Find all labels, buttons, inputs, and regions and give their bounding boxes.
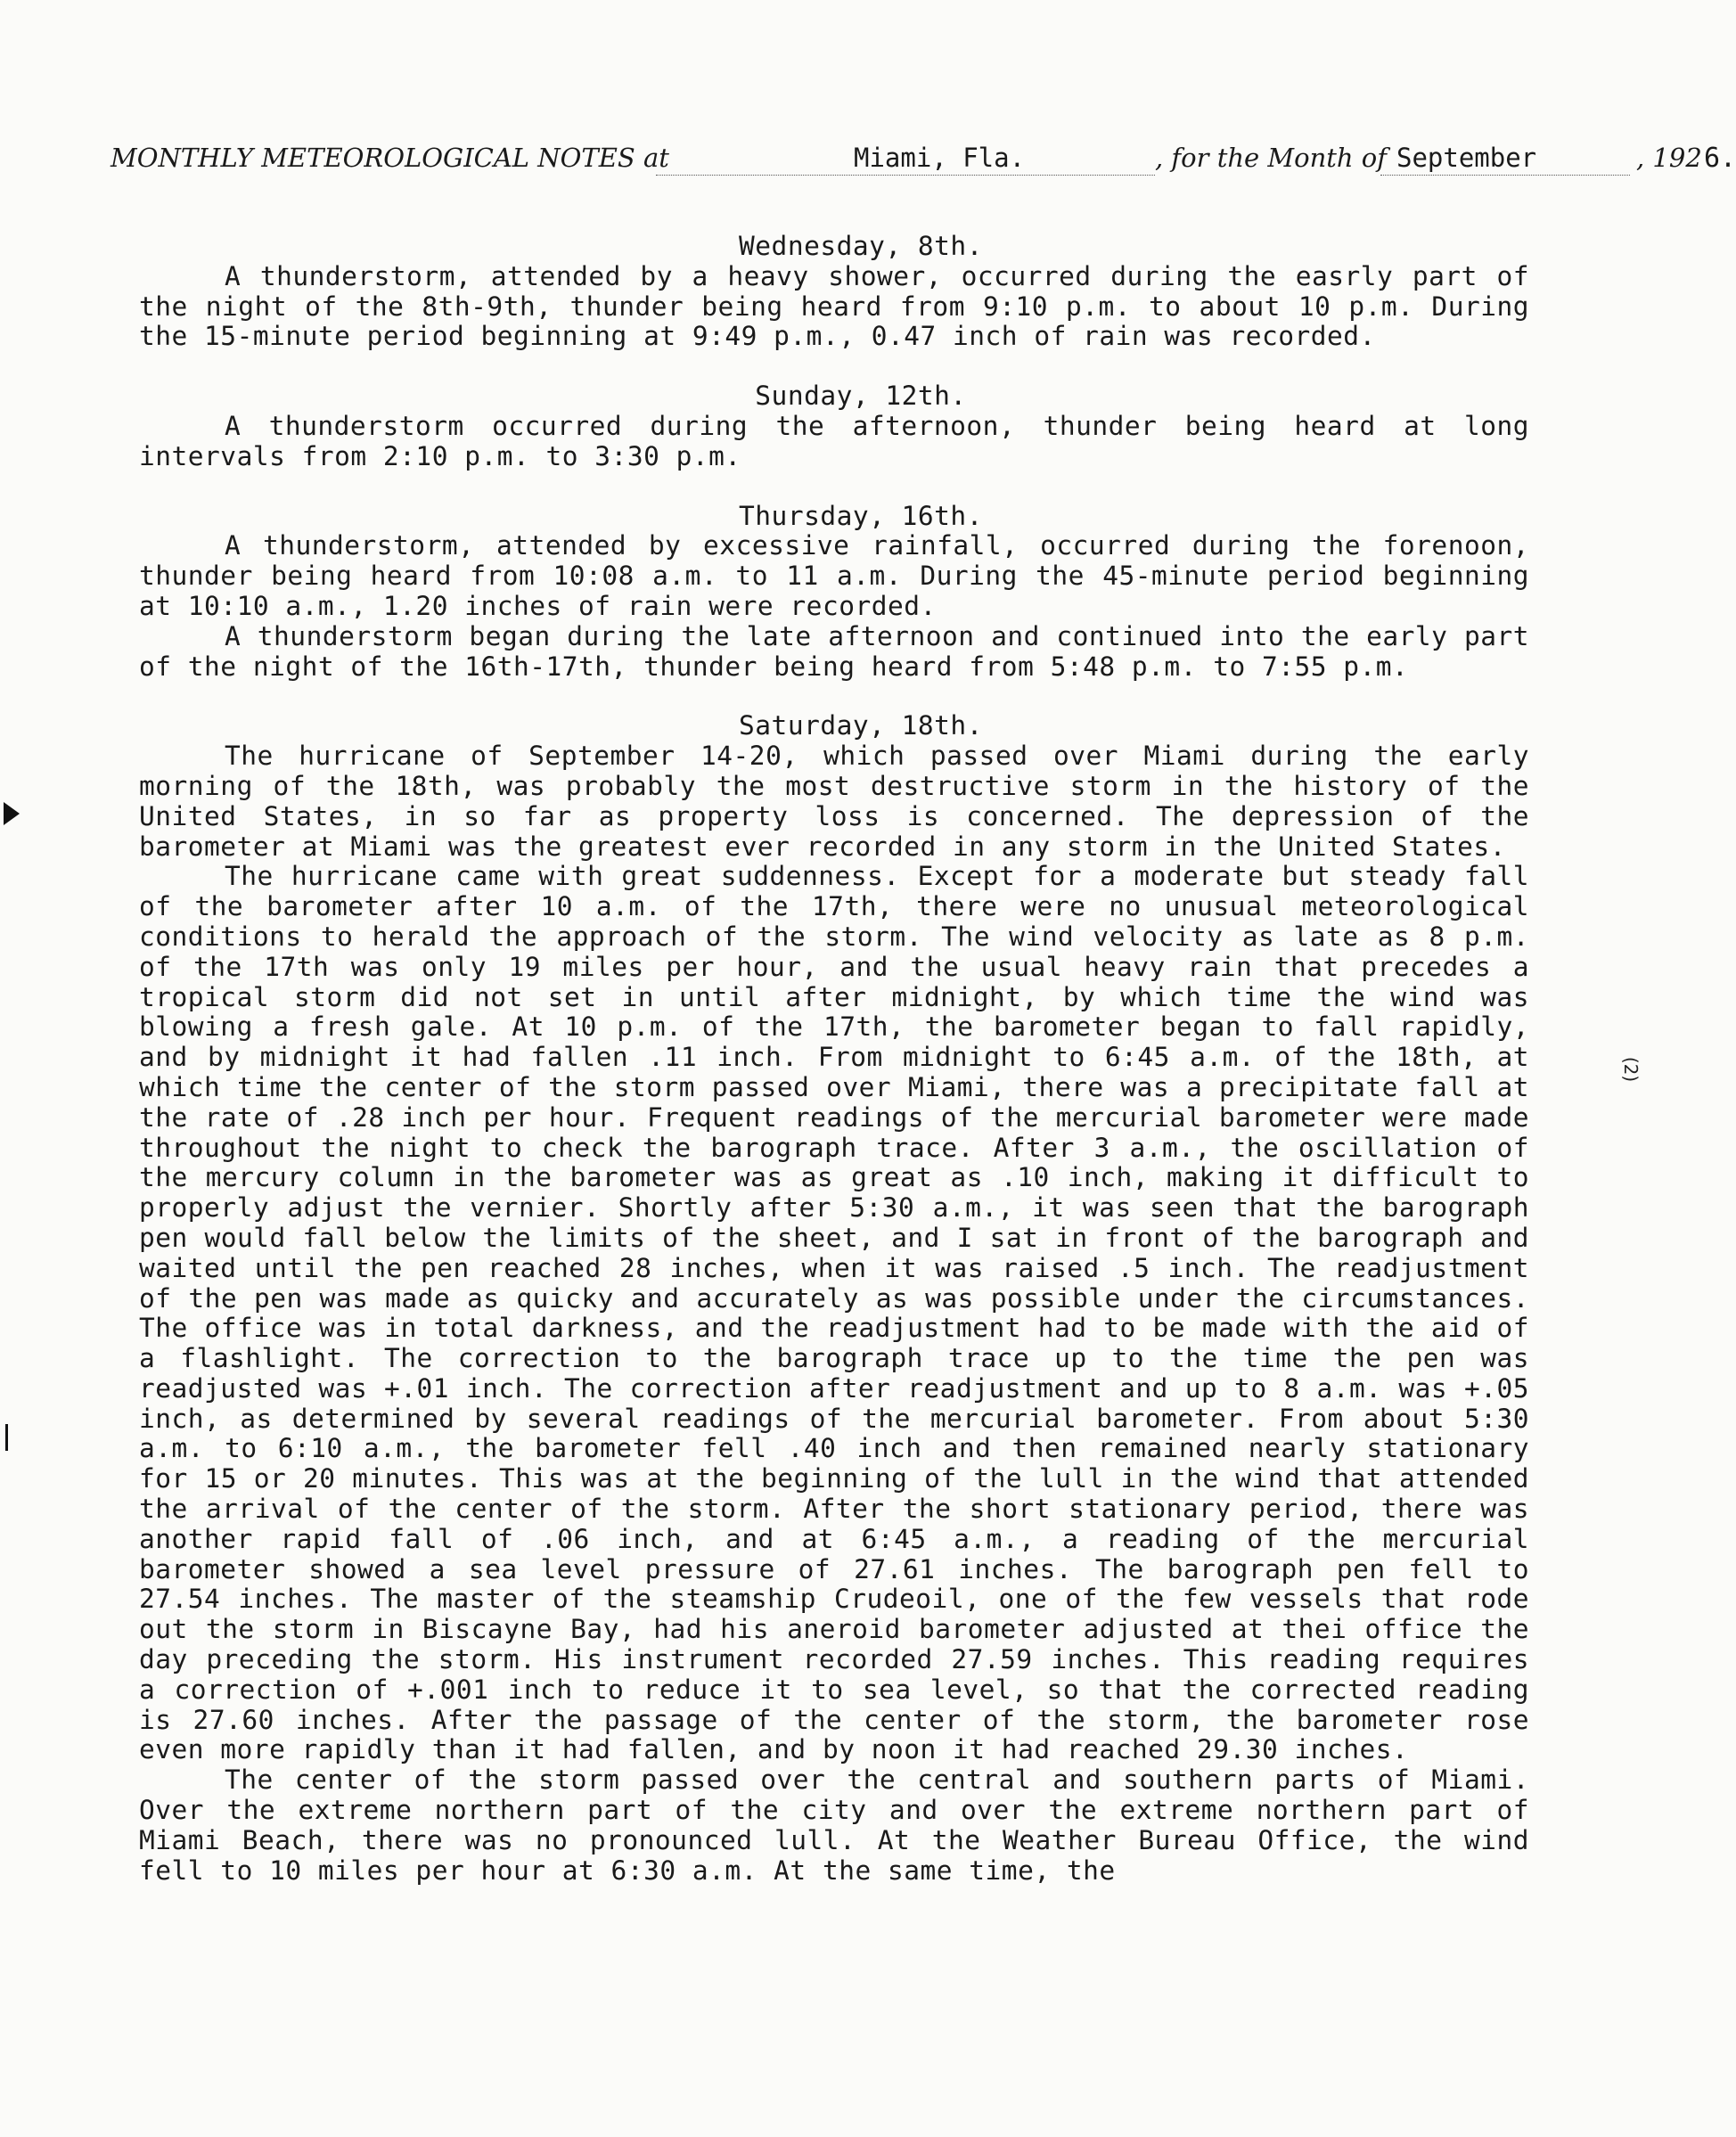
paragraph: The hurricane of September 14-20, which passed over Miami during the early morning of the 18th, was probably the most destructive storm in the history of the United States, in so far as property loss is concerned. The depression of the barometer at Miami was the greatest ever recorded in any storm in the United States.	[139, 741, 1529, 862]
day-heading: Saturday, 18th.	[739, 710, 983, 741]
margin-tick-icon	[5, 1424, 8, 1451]
header-title: MONTHLY METEOROLOGICAL NOTES at	[111, 143, 669, 173]
paragraph: A thunderstorm occurred during the afternoon, thunder being heard at long intervals from 2:10 p.m. to 3:30 p.m.	[139, 410, 1529, 471]
year-prefix: , 192	[1636, 143, 1702, 173]
notes-body	[139, 232, 1529, 1915]
month-field	[1380, 143, 1630, 176]
year-digit: 6.	[1704, 143, 1736, 174]
section-saturday	[139, 711, 1529, 1886]
month-value: September	[1396, 143, 1537, 173]
station-value: Miami, Fla.	[854, 143, 1026, 173]
section-thursday	[139, 502, 1529, 683]
station-field	[656, 143, 1155, 176]
margin-arrow-icon	[4, 802, 20, 825]
paragraph: A thunderstorm, attended by excessive rainfall, occurred during the forenoon, thunder being heard from 10:08 a.m. to 11 a.m. During the 45-minute period beginning at 10:10 a.m., 1.20 inches of rain were recorded.	[139, 530, 1529, 621]
side-page-number: (2)	[1620, 1056, 1642, 1083]
section-sunday	[139, 381, 1529, 471]
month-label: , for the Month of	[1155, 143, 1387, 173]
paragraph: The center of the storm passed over the central and southern parts of Miami. Over the extreme northern part of the city and over the extreme northern part of Miami Beach, there was no pronounced lull. At the Weather Bureau Office, the wind fell to 10 miles per hour at 6:30 a.m. At the same time, the	[139, 1764, 1529, 1886]
page-header	[111, 143, 1736, 187]
paragraph: The hurricane came with great suddenness. Except for a moderate but steady fall of the barometer after 10 a.m. of the 17th, there were no unusual meteorological conditions to herald the approach of the storm. The wind velocity as late as 8 p.m. of the 17th was only 19 miles per hour, and the usual heavy rain that precedes a tropical storm did not set in until after midnight, by which time the wind was blowing a fresh gale. At 10 p.m. of the 17th, the barometer began to fall rapidly, and by midnight it had fallen .11 inch. From midnight to 6:45 a.m. of the 18th, at which time the center of the storm passed over Miami, there was a precipitate fall at the rate of .28 inch per hour. Frequent readings of the mercurial barometer were made throughout the night to check the barograph trace. After 3 a.m., the oscillation of the mercury column in the barometer was as great as .10 inch, making it difficult to properly adjust the vernier. Shortly after 5:30 a.m., it was seen that the barograph pen would fall below the limits of the sheet, and I sat in front of the barograph and waited until the pen reached 28 inches, when it was raised .5 inch. The readjustment of the pen was made as quicky and accurately as was possible under the circumstances. The office was in total darkness, and the readjustment had to be made with the aid of a flashlight. The correction to the barograph trace up to the time the pen was readjusted was +.01 inch. The correction after readjustment and up to 8 a.m. was +.05 inch, as determined by several readings of the mercurial barometer. From about 5:30 a.m. to 6:10 a.m., the barometer fell .40 inch and then remained nearly stationary for 15 or 20 minutes. This was at the beginning of the lull in the wind that attended the arrival of the center of the storm. After the short stationary period, there was another rapid fall of .06 inch, and at 6:45 a.m., a reading of the mercurial barometer showed a sea level pressure of 27.61 inches. The barograph pen fell to 27.54 inches. The master of the steamship Crudeoil, one of the few vessels that rode out the storm in Biscayne Bay, had his aneroid barometer adjusted at thei office the day preceding the storm. His instrument recorded 27.59 inches. This reading requires a correction of +.001 inch to reduce it to sea level, so that the corrected reading is 27.60 inches. After the passage of the center of the storm, the barometer rose even more rapidly than it had fallen, and by noon it had reached 29.30 inches.	[139, 861, 1529, 1765]
day-heading: Sunday, 12th.	[755, 381, 967, 412]
day-heading: Wednesday, 8th.	[739, 231, 983, 261]
paragraph: A thunderstorm, attended by a heavy shower, occurred during the easrly part of the night of the 8th-9th, thunder being heard from 9:10 p.m. to about 10 p.m. During the 15-minute period beginning at 9:49 p.m., 0.47 inch of rain was recorded.	[139, 260, 1529, 352]
day-heading: Thursday, 16th.	[739, 500, 983, 531]
section-wednesday	[139, 232, 1529, 352]
paragraph: A thunderstorm began during the late afternoon and continued into the early part of the night of the 16th-17th, thunder being heard from 5:48 p.m. to 7:55 p.m.	[139, 620, 1529, 682]
